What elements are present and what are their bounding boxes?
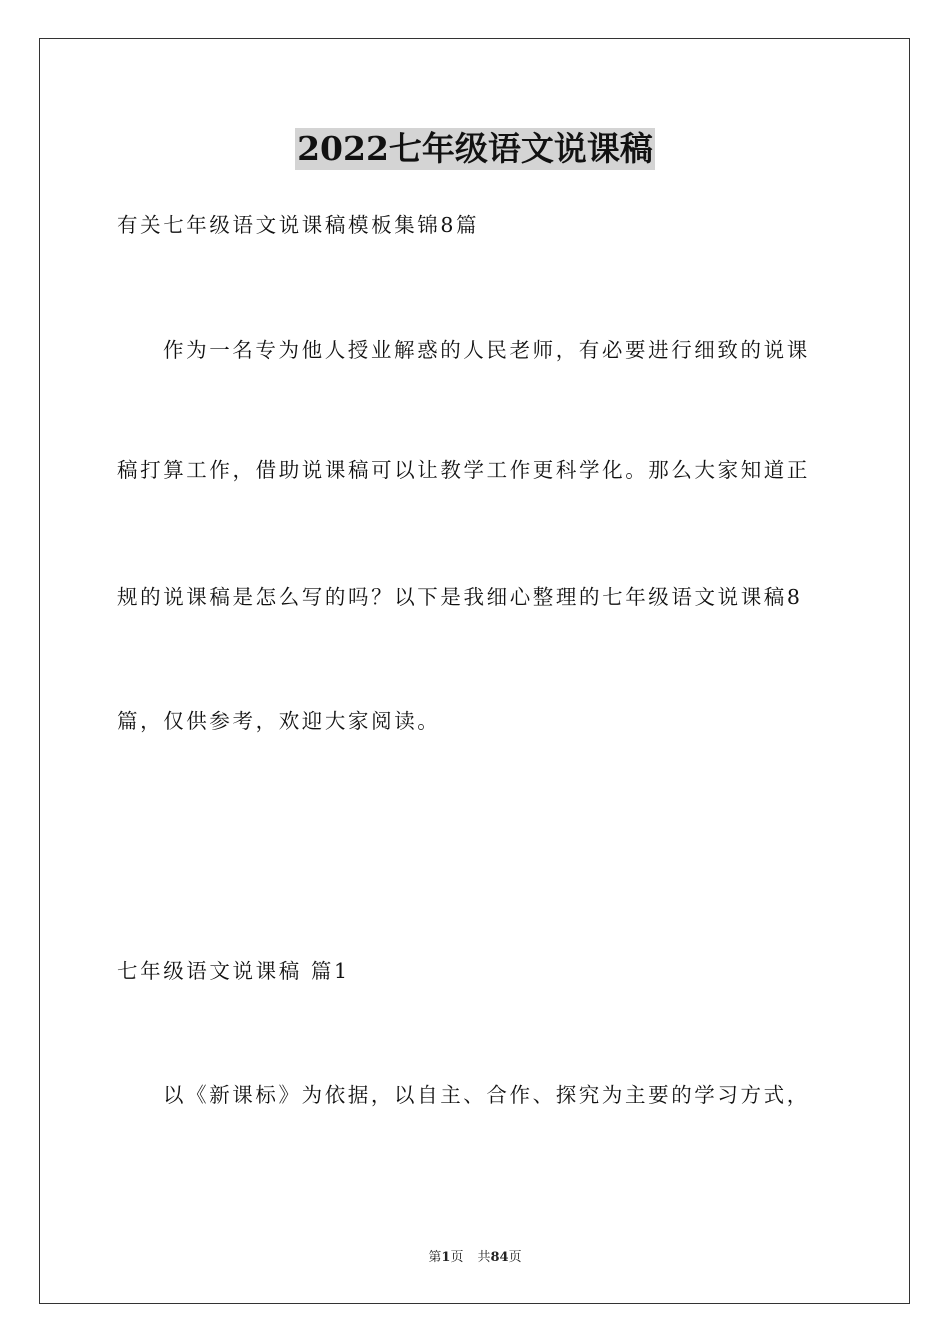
intro-line-2: 稿打算工作，借助说课稿可以让教学工作更科学化。那么大家知道正 bbox=[117, 458, 810, 482]
intro-line-1: 作为一名专为他人授业解惑的人民老师，有必要进行细致的说课 bbox=[163, 338, 810, 362]
footer-total-prefix: 共 bbox=[477, 1250, 491, 1265]
section-first-line: 以《新课标》为依据，以自主、合作、探究为主要的学习方式， bbox=[163, 1083, 810, 1107]
footer-total-pages: 84 bbox=[490, 1250, 509, 1265]
document-subtitle: 有关七年级语文说课稿模板集锦8篇 bbox=[117, 213, 480, 237]
section-heading: 七年级语文说课稿 篇1 bbox=[117, 959, 350, 983]
intro-line-3: 规的说课稿是怎么写的吗？以下是我细心整理的七年级语文说课稿8 bbox=[117, 585, 803, 609]
intro-line-4: 篇，仅供参考，欢迎大家阅读。 bbox=[117, 709, 441, 733]
footer-prefix: 第 bbox=[428, 1250, 442, 1265]
footer-page-number: 1 bbox=[441, 1250, 451, 1265]
page-footer bbox=[0, 1246, 950, 1265]
footer-total-suffix: 页 bbox=[508, 1250, 522, 1265]
document-title: 2022七年级语文说课稿 bbox=[297, 129, 653, 168]
title-container bbox=[0, 128, 950, 170]
footer-page-suffix: 页 bbox=[450, 1250, 464, 1265]
